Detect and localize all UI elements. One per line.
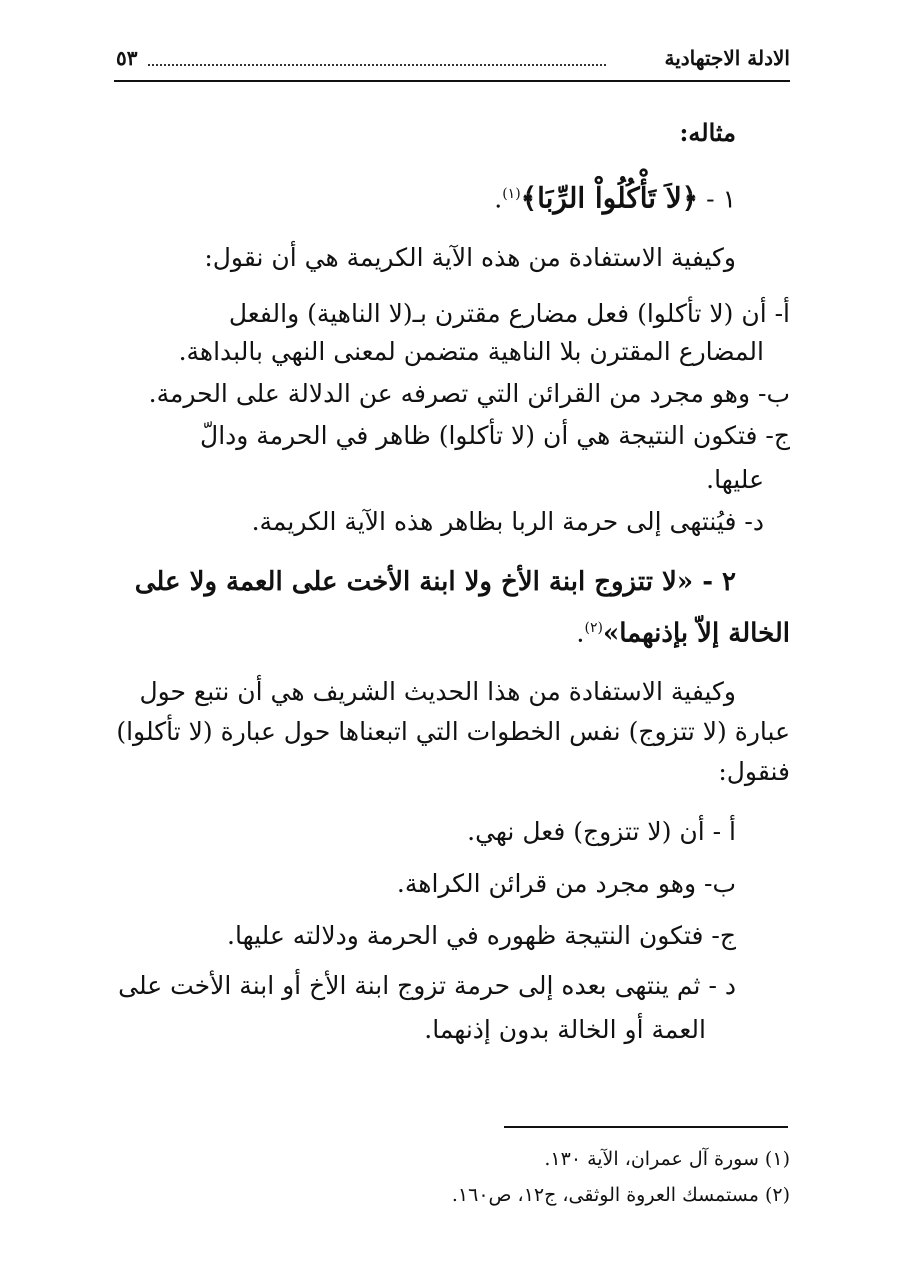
list2-item-d-cont: العمة أو الخالة بدون إذنهما.: [424, 1015, 706, 1044]
footnote-2: (٢) مستمسك العروة الوثقى، ج١٢، ص١٦٠.: [451, 1184, 790, 1206]
intro-paragraph-2-line-3: فنقول:: [718, 757, 790, 786]
footnote-ref-1: (١): [502, 186, 521, 202]
list1-item-c: ج- فتكون النتيجة هي أن (لا تأكلوا) ظاهر في الحرمة ودالّ: [200, 421, 790, 450]
list1-item-a-cont: المضارع المقترن بلا الناهية متضمن لمعنى النهي بالبداهة.: [178, 337, 764, 366]
list1-item-b: ب- وهو مجرد من القرائن التي تصرفه عن الدلالة على الحرمة.: [148, 379, 790, 408]
intro-paragraph-2-line-2: عبارة (لا تتزوج) نفس الخطوات التي اتبعناها حول عبارة (لا تأكلوا): [116, 717, 790, 746]
list1-item-d: د- فيُنتهى إلى حرمة الربا بظاهر هذه الآية الكريمة.: [251, 507, 764, 536]
example-heading: مثاله:: [679, 118, 736, 147]
list2-item-c: ج- فتكون النتيجة ظهوره في الحرمة ودلالته عليها.: [227, 921, 736, 950]
page-number: ٥٣: [116, 46, 138, 70]
footnote-ref-2: (٢): [584, 620, 603, 636]
list1-item-a: أ- أن (لا تأكلوا) فعل مضارع مقترن بـ(لا الناهية) والفعل: [228, 299, 790, 328]
example-1: [494, 178, 736, 215]
list2-item-d: د - ثم ينتهى بعده إلى حرمة تزوج ابنة الأخ أو ابنة الأخت على: [118, 971, 736, 1000]
example-2-line-2: [576, 612, 790, 650]
hadith-text-1: «لا تتزوج ابنة الأخ ولا ابنة الأخت على العمة ولا على: [134, 567, 694, 597]
header-rule: [114, 80, 790, 82]
example-2-number: ٢ -: [702, 567, 736, 597]
quran-verse: ﴿لاَ تَأْكُلُواْ الرِّبَا﴾: [520, 181, 699, 215]
footnote-1: (١) سورة آل عمران، الآية ١٣٠.: [544, 1148, 790, 1170]
list1-item-c-cont: عليها.: [706, 465, 764, 494]
sentence-end: .: [494, 184, 503, 214]
example-2-line-1: [135, 566, 736, 598]
intro-paragraph-1: وكيفية الاستفادة من هذه الآية الكريمة هي أن نقول:: [204, 243, 736, 272]
hadith-text-2: الخالة إلاّ بإذنهما»: [602, 618, 790, 649]
footnote-rule: [504, 1126, 788, 1128]
header-dot-leader: [148, 64, 606, 66]
running-header-title: الادلة الاجتهادية: [664, 46, 790, 70]
list2-item-b: ب- وهو مجرد من قرائن الكراهة.: [396, 869, 736, 898]
example-1-number: ١ -: [706, 184, 736, 214]
list2-item-a: أ - أن (لا تتزوج) فعل نهي.: [467, 817, 736, 846]
intro-paragraph-2-line-1: وكيفية الاستفادة من هذا الحديث الشريف هي أن نتبع حول: [139, 677, 736, 706]
sentence-end: .: [576, 618, 585, 649]
